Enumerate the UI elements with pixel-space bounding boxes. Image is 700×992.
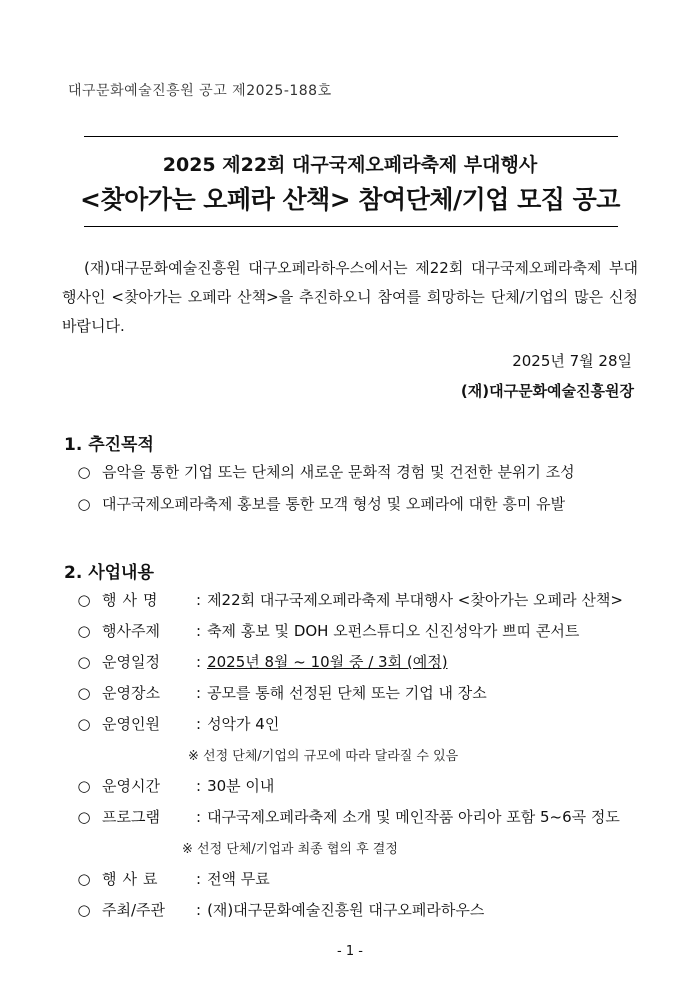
list-item: ○ 행사주제 : 축제 홍보 및 DOH 오펀스튜디오 신진성악가 쁘띠 콘서트 [77,622,580,640]
circle-bullet-icon: ○ [77,463,91,481]
circle-bullet-icon: ○ [77,870,91,888]
circle-bullet-icon: ○ [77,591,91,609]
list-item: ○ 운영일정 : 2025년 8월 ~ 10월 중 / 3회 (예정) [77,653,448,671]
personnel-note: ※ 선정 단체/기업의 규모에 따라 달라질 수 있음 [188,749,459,764]
list-item: ○ 대구국제오페라축제 홍보를 통한 모객 형성 및 오페라에 대한 흥미 유발 [77,495,566,513]
circle-bullet-icon: ○ [77,715,91,733]
issuing-organization: (재)대구문화예술진흥원장 [460,382,634,400]
list-item: ○ 프로그램 : 대구국제오페라축제 소개 및 메인작품 아리아 포함 5~6곡 정도 [77,808,620,826]
page-number: - 1 - [337,944,363,959]
section-content-title: 2. 사업내용 [64,563,154,583]
list-item: ○ 주최/주관 : (재)대구문화예술진흥원 대구오페라하우스 [77,901,485,919]
circle-bullet-icon: ○ [77,684,91,702]
list-item: ○ 행사명 : 제22회 대구국제오페라축제 부대행사 <찾아가는 오페라 산책> [77,591,623,609]
section-purpose-title: 1. 추진목적 [64,435,154,455]
circle-bullet-icon: ○ [77,808,91,826]
title-bottom-rule [84,226,618,227]
circle-bullet-icon: ○ [77,495,91,513]
document-title: <찾아가는 오페라 산책> 참여단체/기업 모집 공고 [80,185,620,214]
list-item: ○ 행사료 : 전액 무료 [77,870,270,888]
intro-text: (재)대구문화예술진흥원 대구오페라하우스에서는 제22회 대구국제오페라축제 부대행사인 <찾아가는 오페라 산책>을 추진하오니 참여를 희망하는 단체/기업의 많은 신청 바랍니다. [62,259,638,335]
document-subtitle: 2025 제22회 대구국제오페라축제 부대행사 [162,154,538,176]
list-item: ○ 운영장소 : 공모를 통해 선정된 단체 또는 기업 내 장소 [77,684,487,702]
notice-date: 2025년 7월 28일 [512,352,632,370]
notice-number: 대구문화예술진흥원 공고 제2025-188호 [68,83,332,99]
circle-bullet-icon: ○ [77,901,91,919]
circle-bullet-icon: ○ [77,653,91,671]
title-top-rule [84,136,618,137]
list-item: ○ 음악을 통한 기업 또는 단체의 새로운 문화적 경험 및 건전한 분위기 조성 [77,463,575,481]
intro-paragraph [62,254,638,341]
circle-bullet-icon: ○ [77,777,91,795]
list-item: ○ 운영시간 : 30분 이내 [77,777,275,795]
list-item: ○ 운영인원 : 성악가 4인 [77,715,280,733]
circle-bullet-icon: ○ [77,622,91,640]
program-note: ※ 선정 단체/기업과 최종 협의 후 결정 [182,842,398,857]
